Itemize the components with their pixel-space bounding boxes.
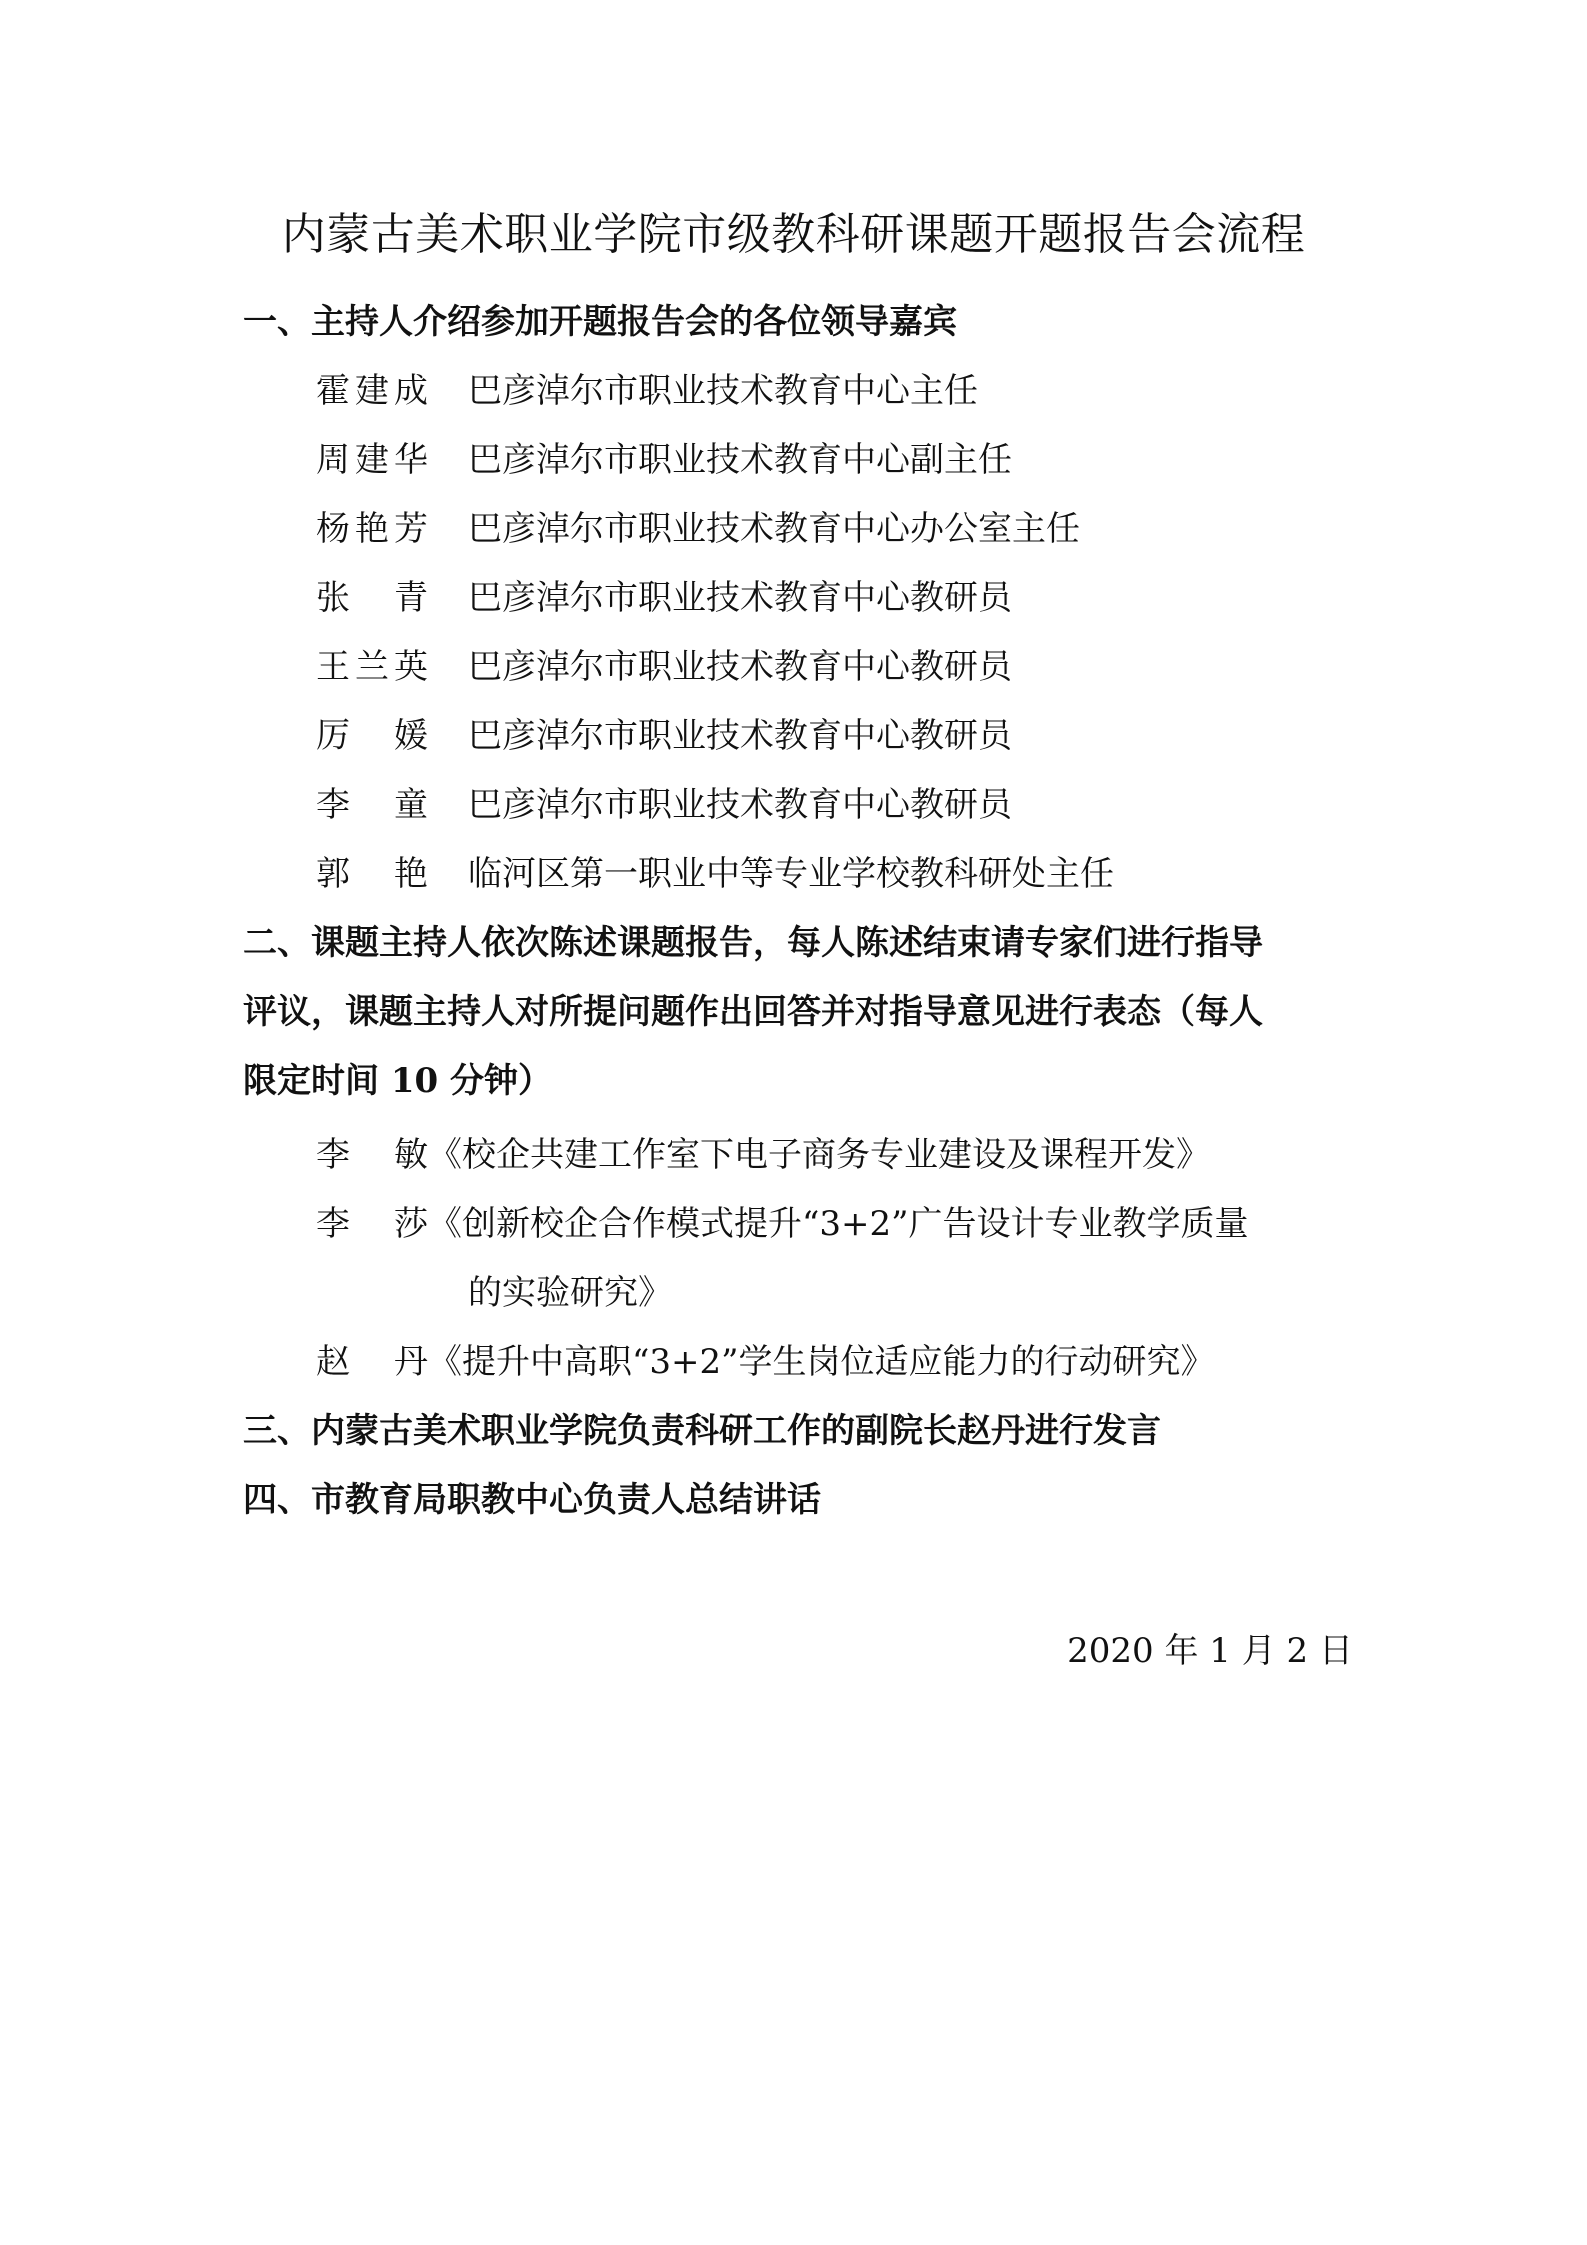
reporter-name: 赵丹: [316, 1342, 428, 1382]
guest-role: 巴彦淖尔市职业技术教育中心主任: [468, 371, 978, 411]
guest-role: 巴彦淖尔市职业技术教育中心教研员: [468, 647, 1012, 687]
guest-role: 巴彦淖尔市职业技术教育中心教研员: [468, 716, 1012, 756]
report-topic-continuation: 的实验研究》: [468, 1273, 672, 1313]
guest-row: [316, 366, 978, 416]
guest-role: 巴彦淖尔市职业技术教育中心教研员: [468, 578, 1012, 618]
guest-row: [316, 573, 1012, 623]
guest-name: 厉媛: [316, 716, 428, 756]
guest-row: [316, 642, 1012, 692]
guest-row: [316, 504, 1080, 554]
guest-name: 张青: [316, 578, 428, 618]
guest-name: 郭艳: [316, 854, 428, 894]
guest-role: 巴彦淖尔市职业技术教育中心办公室主任: [468, 509, 1080, 549]
report-row: [316, 1337, 1215, 1387]
guest-name: 李童: [316, 785, 428, 825]
section-4-heading: 四、市教育局职教中心负责人总结讲话: [243, 1480, 821, 1520]
report-topic: 《校企共建工作室下电子商务专业建设及课程开发》: [428, 1135, 1210, 1175]
section-1-heading: 一、主持人介绍参加开题报告会的各位领导嘉宾: [243, 302, 957, 342]
guest-role: 巴彦淖尔市职业技术教育中心副主任: [468, 440, 1012, 480]
guest-name: 杨艳芳: [316, 509, 428, 549]
section-2-line: 评议，课题主持人对所提问题作出回答并对指导意见进行表态（每人: [243, 992, 1263, 1032]
guest-name: 霍建成: [316, 371, 428, 411]
guest-name: 王兰英: [316, 647, 428, 687]
report-row: [316, 1130, 1210, 1180]
report-row: [316, 1199, 1249, 1249]
document-date: 2020 年 1 月 2 日: [1067, 1631, 1353, 1671]
guest-row: [316, 849, 1114, 899]
guest-name: 周建华: [316, 440, 428, 480]
guest-row: [316, 435, 1012, 485]
section-2-paragraph: [243, 918, 1353, 1125]
guest-role: 临河区第一职业中等专业学校教科研处主任: [468, 854, 1114, 894]
section-3-heading: 三、内蒙古美术职业学院负责科研工作的副院长赵丹进行发言: [243, 1411, 1161, 1451]
section-2-line: 限定时间 10 分钟）: [243, 1061, 552, 1101]
guest-role: 巴彦淖尔市职业技术教育中心教研员: [468, 785, 1012, 825]
report-topic: 《提升中高职“3+2”学生岗位适应能力的行动研究》: [428, 1342, 1215, 1382]
report-topic: 《创新校企合作模式提升“3+2”广告设计专业教学质量: [428, 1204, 1249, 1244]
document-title: 内蒙古美术职业学院市级教科研课题开题报告会流程: [281, 209, 1306, 260]
reporter-name: 李莎: [316, 1204, 428, 1244]
guest-row: [316, 711, 1012, 761]
guest-row: [316, 780, 1012, 830]
reporter-name: 李敏: [316, 1135, 428, 1175]
section-2-line: 二、课题主持人依次陈述课题报告，每人陈述结束请专家们进行指导: [243, 923, 1263, 963]
